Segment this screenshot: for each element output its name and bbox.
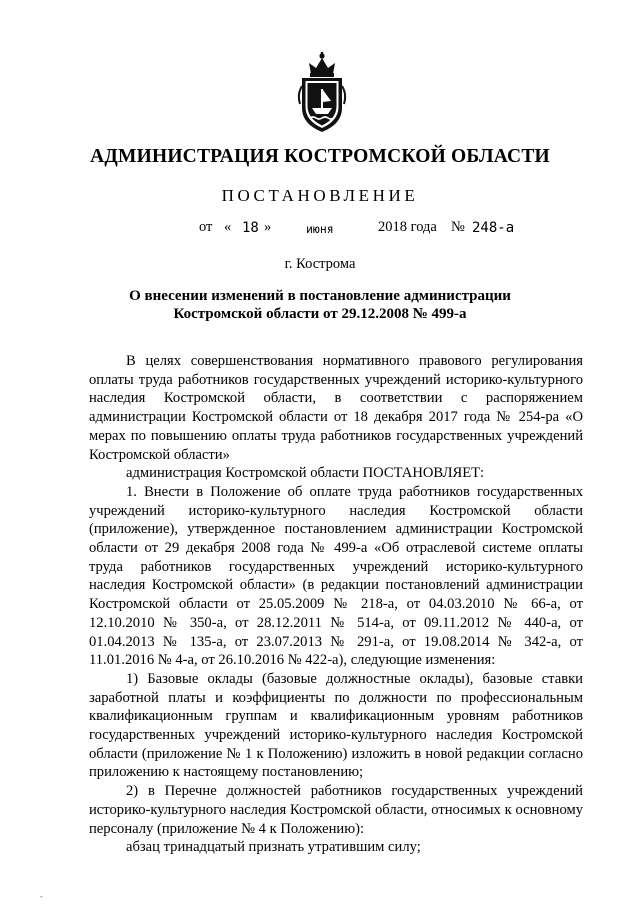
scan-mark: - [40, 891, 43, 901]
document-number: 248-а [472, 220, 515, 236]
document-title [100, 287, 540, 323]
paragraph-item-1: 1. Внести в Положение об оплате труда работников государственных учреждений историко-культурного наследия Костромской области (приложение), утвержденное постановлением администрации Костромской области от 29 декабря 2008 года № 499-а «Об отраслевой системе оплаты труда работников государственных учреждений историко-культурного наследия Костромской области» (в редакции постановлений администрации Костромской области от 25.05.2009 № 218-а, от 04.03.2010 № 66-а, от 12.10.2010 № 350-а, от 28.12.2011 № 514-а, от 09.11.2012 № 440-а, от 01.04.2013 № 135-а, от 23.07.2013 № 291-а, от 19.08.2014 № 342-а, от 11.01.2016 № 4-а, от 26.10.2016 № 422-а), следующие изменения: [89, 483, 583, 669]
paragraph-resolves: администрация Костромской области ПОСТАНОВЛЯЕТ: [126, 465, 485, 482]
number-label: № [451, 219, 465, 235]
title-line-2: Костромской области от 29.12.2008 № 499-а [173, 306, 467, 322]
document-type: ПОСТАНОВЛЕНИЕ [221, 186, 419, 205]
date-quote-open: « [224, 219, 232, 235]
date-quote-close: » [264, 219, 272, 235]
date-day: 18 [242, 220, 259, 236]
date-prefix: от [199, 219, 213, 235]
paragraph-subitem-2: 2) в Перечне должностей работников государственных учреждений историко-культурного наследия Костромской области, относимых к основному персоналу (приложение № 4 к Положению): [89, 783, 583, 837]
paragraph-abzac: абзац тринадцатый признать утратившим силу; [126, 839, 421, 856]
title-line-1: О внесении изменений в постановление администрации [129, 288, 511, 304]
date-month: июня [306, 222, 334, 236]
paragraph-preamble: В целях совершенствования нормативного правового регулирования оплаты труда работников государственных учреждений историко-культурного наследия Костромской области, в соответствии с распоряжением администрации Костромской области от 18 декабря 2017 года № 254-ра «О мерах по повышению оплаты труда работников государственных учреждений Костромской области» [89, 353, 583, 463]
organization-name: АДМИНИСТРАЦИЯ КОСТРОМСКОЙ ОБЛАСТИ [90, 146, 550, 167]
coat-of-arms-icon [296, 52, 348, 134]
city: г. Кострома [284, 256, 356, 272]
document-body [89, 352, 583, 857]
date-year: 2018 года [378, 219, 437, 235]
paragraph-subitem-1: 1) Базовые оклады (базовые должностные оклады), базовые ставки заработной платы и коэффициенты по должности по профессиональным квалификационным группам и квалификационным уровням работников государственных учреждений историко-культурного наследия Костромской области (приложение № 1 к Положению) изложить в новой редакции согласно приложению к настоящему постановлению; [89, 670, 583, 781]
